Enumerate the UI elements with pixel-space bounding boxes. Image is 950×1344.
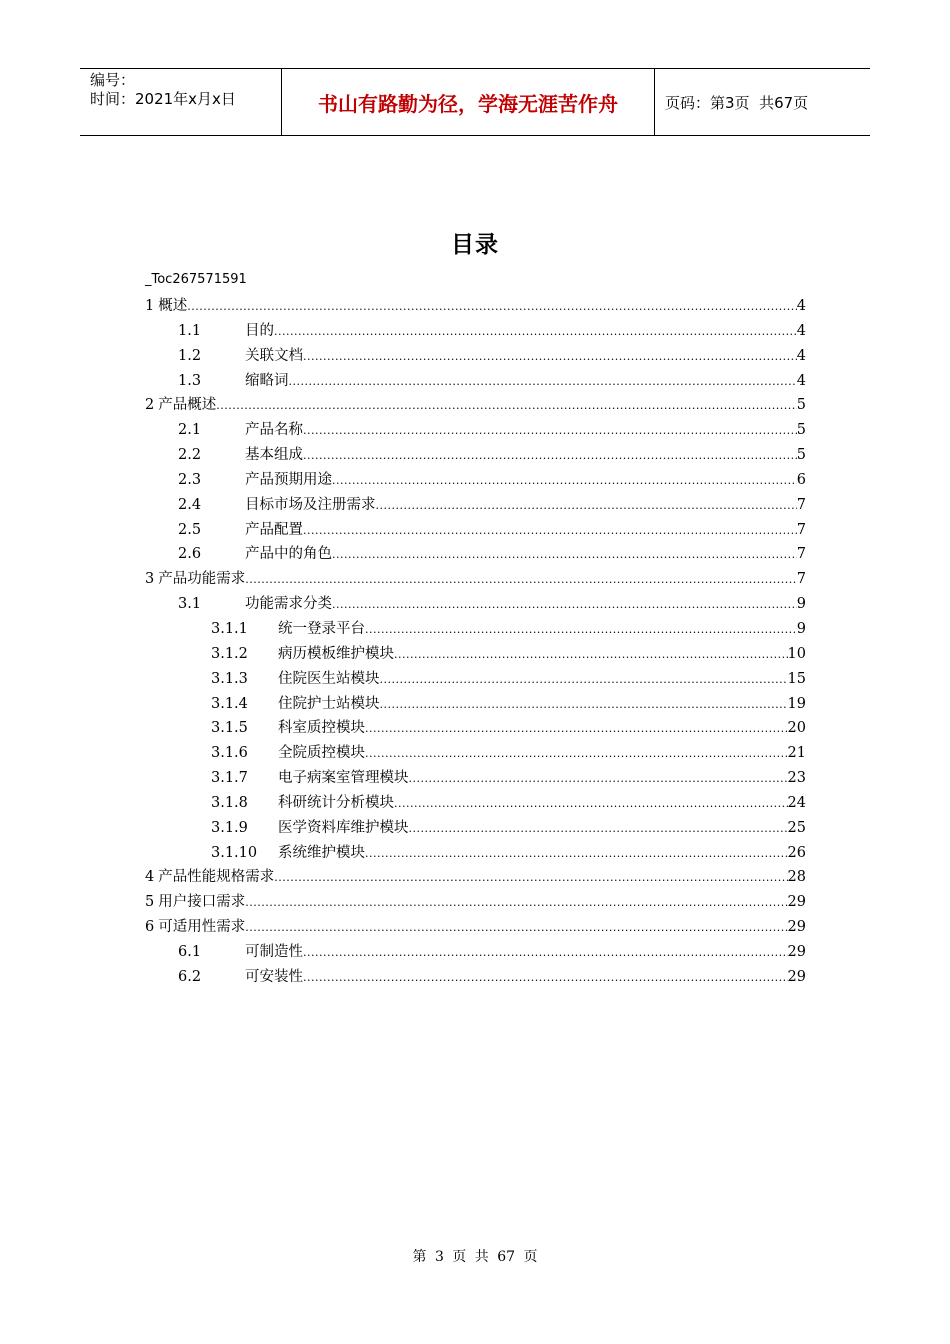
header-date-label: 时间：2021年x月x日 [90,90,236,108]
toc-entry-label: 关联文档 [245,347,303,364]
toc-entry-page: 9 [796,596,806,613]
toc-entry-label: 目标市场及注册需求 [245,496,376,513]
toc-entry-number: 2.1 [178,422,202,439]
table-of-contents [145,294,806,990]
toc-leader-dots [187,295,797,320]
toc-leader-dots [332,543,797,568]
toc-entry-number: 3.1.2 [211,645,248,662]
toc-leader-dots [245,891,787,916]
toc-entry-page: 20 [787,720,806,737]
toc-leader-dots [332,593,797,618]
header-page-info-text: 页码：第3页 共67页 [665,93,809,112]
toc-entry-label: 产品功能需求 [158,571,246,588]
toc-entry-number: 3.1.5 [211,720,248,737]
toc-entry[interactable] [145,369,806,394]
toc-entry-page: 5 [796,447,806,464]
toc-leader-dots [245,568,797,593]
toc-entry-page: 26 [787,844,806,861]
toc-entry-number: 1.3 [178,372,202,389]
toc-entry-number: 3.1.4 [211,695,248,712]
toc-entry-number: 2.2 [178,447,202,464]
toc-entry-number: 2.3 [178,471,202,488]
toc-entry-page: 7 [796,571,806,588]
toc-leader-dots [409,767,788,792]
toc-entry[interactable] [145,418,806,443]
toc-entry-page: 9 [796,620,806,637]
toc-leader-dots [303,444,797,469]
toc-entry-label: 产品预期用途 [245,471,332,488]
toc-entry[interactable] [145,667,806,692]
toc-entry[interactable] [145,468,806,493]
header-page-info [655,69,870,135]
toc-entry-label: 科室质控模块 [278,720,365,737]
toc-entry[interactable] [145,940,806,965]
toc-entry[interactable] [145,443,806,468]
toc-entry[interactable] [145,294,806,319]
toc-entry-label: 统一登录平台 [278,620,365,637]
toc-entry-page: 29 [787,894,806,911]
toc-entry[interactable] [145,542,806,567]
toc-entry[interactable] [145,344,806,369]
toc-entry[interactable] [145,617,806,642]
toc-entry-number: 6.2 [178,968,202,985]
toc-leader-dots [365,717,788,742]
toc-entry-number: 2.5 [178,521,202,538]
toc-entry[interactable] [145,592,806,617]
toc-entry[interactable] [145,816,806,841]
toc-entry-number: 3.1.3 [211,670,248,687]
toc-entry-number: 4 [145,869,155,886]
toc-entry-label: 医学资料库维护模块 [278,819,409,836]
toc-entry-label: 病历模板维护模块 [278,645,394,662]
toc-entry[interactable] [145,890,806,915]
toc-leader-dots [216,394,797,419]
toc-entry-label: 电子病案室管理模块 [278,770,409,787]
toc-entry[interactable] [145,965,806,990]
toc-entry-number: 2.6 [178,546,202,563]
toc-leader-dots [303,966,788,991]
toc-entry[interactable] [145,716,806,741]
toc-leader-dots [274,320,797,345]
toc-entry-label: 科研统计分析模块 [278,794,394,811]
toc-entry-label: 可适用性需求 [158,919,246,936]
toc-entry-page: 10 [787,645,806,662]
toc-anchor: _Toc267571591 [145,272,247,287]
header-code-label: 编号： [90,71,136,89]
toc-leader-dots [365,842,788,867]
toc-entry[interactable] [145,741,806,766]
toc-leader-dots [365,742,788,767]
toc-entry-number: 3 [145,571,155,588]
toc-entry-number: 1.1 [178,322,202,339]
toc-leader-dots [289,370,797,395]
toc-entry-number: 2.4 [178,496,202,513]
toc-leader-dots [380,668,788,693]
toc-entry-page: 5 [796,397,806,414]
toc-entry-page: 7 [796,521,806,538]
toc-entry-page: 21 [787,745,806,762]
toc-entry-page: 24 [787,794,806,811]
toc-entry-number: 1 [145,298,155,314]
toc-entry[interactable] [145,518,806,543]
toc-leader-dots [303,519,797,544]
toc-entry-number: 3.1.1 [211,620,248,637]
toc-entry-label: 产品概述 [158,397,217,414]
toc-leader-dots [274,866,787,891]
toc-entry-page: 29 [787,968,806,985]
toc-entry-page: 25 [787,819,806,836]
toc-leader-dots [394,792,788,817]
toc-leader-dots [376,494,797,519]
toc-entry-page: 5 [796,422,806,439]
toc-entry-label: 住院护士站模块 [278,695,380,712]
toc-entry-label: 全院质控模块 [278,745,365,762]
toc-entry-label: 可安装性 [245,968,303,985]
toc-entry[interactable] [145,567,806,592]
toc-entry-page: 4 [796,347,806,364]
toc-entry-page: 28 [787,869,806,886]
toc-entry-number: 5 [145,894,155,911]
toc-entry-label: 产品中的角色 [245,546,332,563]
toc-entry-page: 29 [787,919,806,936]
toc-entry-number: 6.1 [178,943,202,960]
toc-leader-dots [409,817,788,842]
header-meta [80,69,282,135]
toc-entry-page: 4 [796,322,806,339]
toc-leader-dots [303,941,788,966]
toc-entry[interactable] [145,493,806,518]
toc-entry[interactable] [145,319,806,344]
toc-entry-number: 3.1.6 [211,745,248,762]
toc-entry-page: 29 [787,943,806,960]
toc-entry-page: 7 [796,496,806,513]
toc-entry[interactable] [145,692,806,717]
toc-entry[interactable] [145,791,806,816]
toc-leader-dots [380,693,788,718]
toc-entry-label: 功能需求分类 [245,596,332,613]
toc-entry-number: 3.1.7 [211,770,248,787]
toc-entry[interactable] [145,865,806,890]
toc-entry[interactable] [145,642,806,667]
toc-leader-dots [394,643,788,668]
toc-entry-label: 目的 [245,322,274,339]
toc-leader-dots [245,916,787,941]
toc-entry-number: 1.2 [178,347,202,364]
toc-leader-dots [332,469,797,494]
toc-entry-label: 用户接口需求 [158,894,246,911]
toc-entry-label: 概述 [158,298,188,314]
toc-leader-dots [303,419,797,444]
toc-entry-number: 3.1.10 [211,844,258,861]
toc-entry-label: 缩略词 [245,372,289,389]
toc-entry-page: 4 [796,372,806,389]
toc-entry-number: 3.1.9 [211,819,248,836]
toc-entry-label: 住院医生站模块 [278,670,380,687]
toc-entry-label: 系统维护模块 [278,844,365,861]
toc-entry-label: 产品配置 [245,521,303,538]
toc-entry-page: 4 [796,298,806,314]
page-header [80,68,870,136]
toc-entry-label: 产品名称 [245,422,303,439]
toc-entry-number: 2 [145,397,155,414]
toc-entry-page: 23 [787,770,806,787]
toc-entry-number: 6 [145,919,155,936]
toc-leader-dots [303,345,797,370]
toc-entry-page: 19 [787,695,806,712]
toc-entry-page: 6 [796,471,806,488]
toc-entry-page: 7 [796,546,806,563]
toc-entry[interactable] [145,393,806,418]
toc-entry-page: 15 [787,670,806,687]
toc-entry-number: 3.1.8 [211,794,248,811]
toc-entry-label: 产品性能规格需求 [158,869,275,886]
toc-entry[interactable] [145,766,806,791]
toc-leader-dots [365,618,797,643]
toc-entry-label: 可制造性 [245,943,303,960]
page-footer: 第 3 页 共 67 页 [412,1249,538,1265]
toc-entry[interactable] [145,841,806,866]
toc-entry[interactable] [145,915,806,940]
toc-entry-number: 3.1 [178,596,202,613]
toc-entry-label: 基本组成 [245,447,303,464]
header-motto: 书山有路勤为径，学海无涯苦作舟 [282,69,655,135]
toc-title: 目录 [451,232,499,258]
